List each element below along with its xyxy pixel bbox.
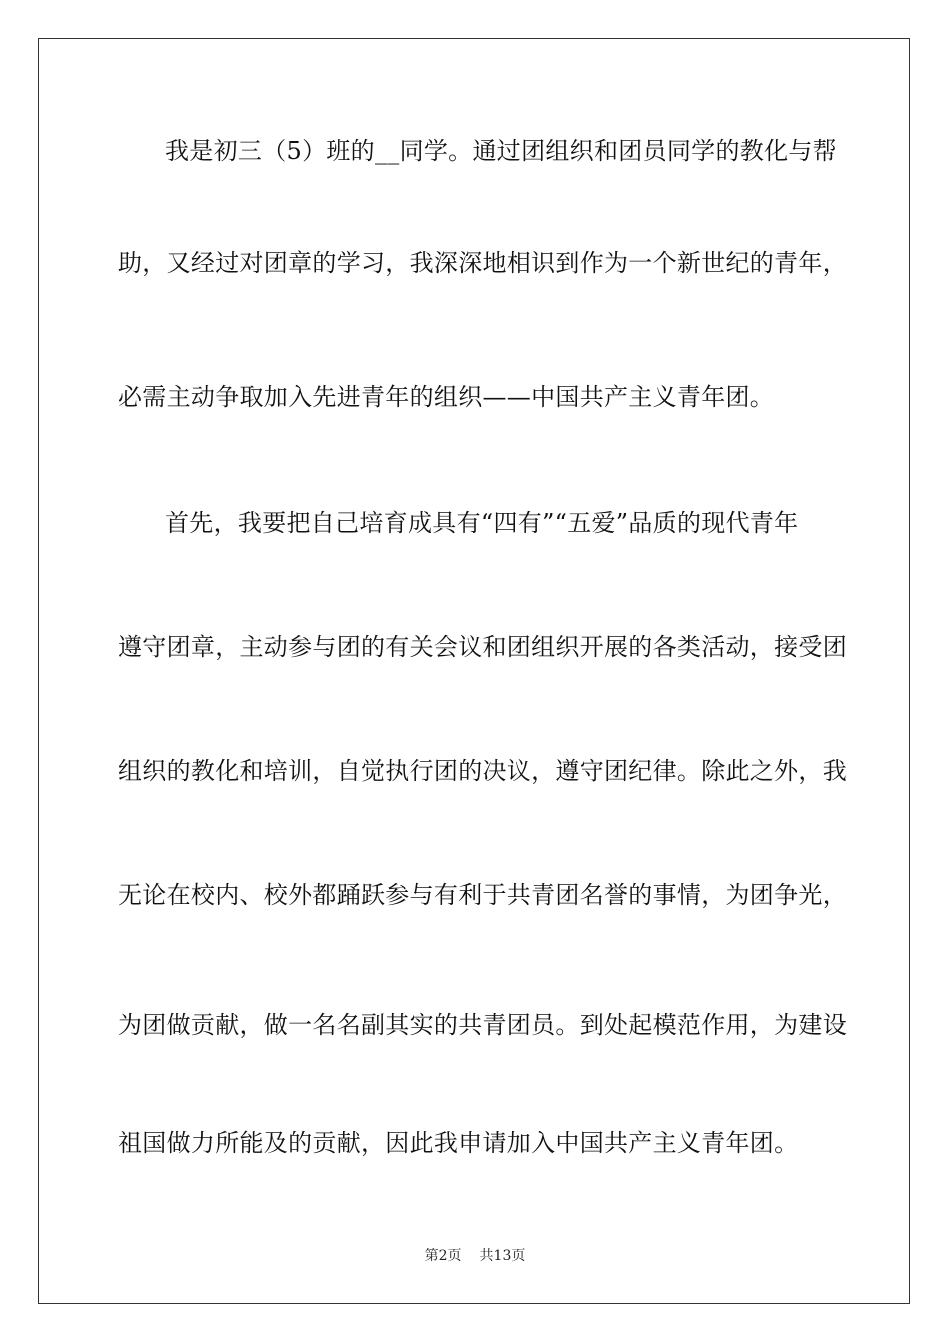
paragraph-2-line-3: 组织的教化和培训，自觉执行团的决议，遵守团纪律。除此之外，我 xyxy=(118,757,847,785)
paragraph-1-line-1: 我是初三（5）班的__同学。通过团组织和团员同学的教化与帮 xyxy=(165,137,837,165)
page-footer xyxy=(0,1247,950,1265)
paragraph-2-line-4: 无论在校内、校外都踊跃参与有利于共青团名誉的事情，为团争光， xyxy=(118,881,847,909)
paragraph-1-line-2: 助，又经过对团章的学习，我深深地相识到作为一个新世纪的青年， xyxy=(118,249,847,277)
total-pages: 共13页 xyxy=(479,1248,526,1264)
paragraph-2-line-1: 首先，我要把自己培育成具有“四有”“五爱”品质的现代青年 xyxy=(165,509,799,537)
paragraph-2-line-2: 遵守团章，主动参与团的有关会议和团组织开展的各类活动，接受团 xyxy=(118,633,847,661)
paragraph-1-line-3: 必需主动争取加入先进青年的组织——中国共产主义青年团。 xyxy=(118,383,775,411)
page-border xyxy=(38,38,910,1304)
page-number: 第2页 xyxy=(424,1248,462,1264)
paragraph-2-line-6: 祖国做力所能及的贡献，因此我申请加入中国共产主义青年团。 xyxy=(118,1129,799,1157)
paragraph-2-line-5: 为团做贡献，做一名名副其实的共青团员。到处起模范作用，为建设 xyxy=(118,1011,847,1039)
